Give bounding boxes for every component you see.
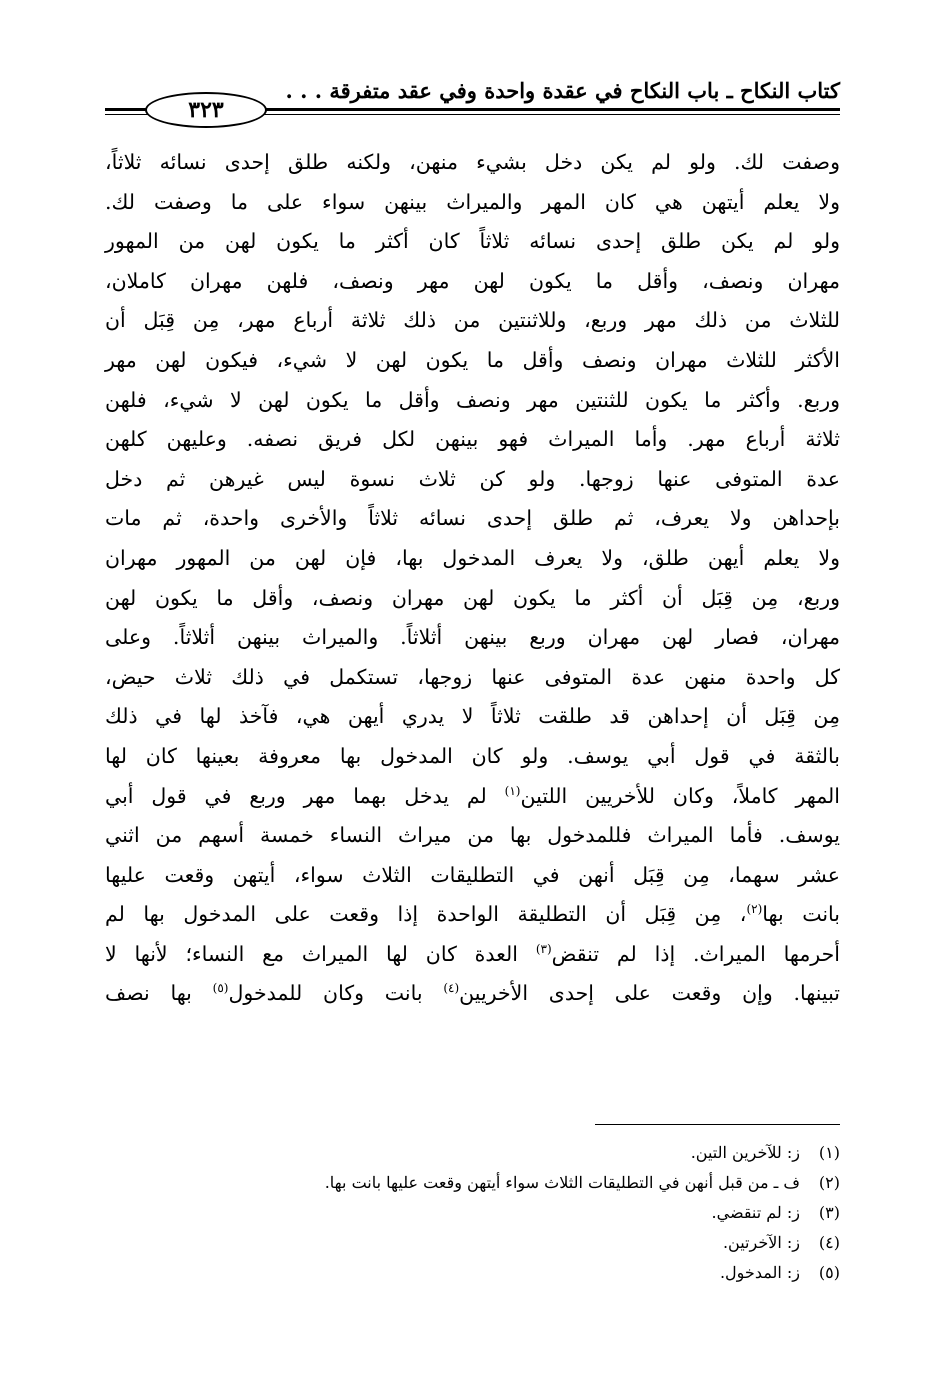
- text-line: ولا يعلم أيتهن هي كان المهر والميراث بينهن سواء على ما وصفت لك.: [105, 189, 840, 214]
- text-line: ثلاثة أرباع مهر. وأما الميراث فهو بينهن لكل فريق نصفه. وعليهن كلهن: [105, 427, 840, 452]
- footnotes: [105, 1138, 840, 1288]
- text-line: وربع. وأكثر ما يكون للثنتين مهر ونصف وأقل ما يكون لهن لا شيء، فلهن: [105, 387, 840, 412]
- footnote: [105, 1168, 840, 1198]
- page-header: [105, 78, 840, 128]
- running-title: كتاب النكاح ـ باب النكاح في عقدة واحدة وفي عقد متفرقة . . .: [285, 78, 840, 103]
- text-line: يوسف. فأما الميراث فللمدخول بها من ميراث النساء خمسة أسهم من اثني: [105, 823, 840, 848]
- footnote: [105, 1138, 840, 1168]
- text-line: ولو لم يكن طلق إحدى نسائه ثلاثاً كان أكثر ما يكون لهن من المهور: [105, 229, 840, 254]
- text-segment: بانت وكان للمدخول: [228, 981, 423, 1006]
- text-line: مهران ونصف، وأقل ما يكون لهن مهر ونصف، فلهن مهران كاملان،: [105, 268, 840, 293]
- footnote-number: (٣): [818, 1203, 840, 1222]
- text-line: بالثقة في قول أبي يوسف. ولو كان المدخول بها معروفة بعينها كان لها: [105, 743, 840, 768]
- footnote: [105, 1198, 840, 1228]
- text-line: مهران، فصار لهن مهران وربع بينهن أثلاثاً. والميراث بينهن أثلاثاً. وعلى: [105, 625, 840, 650]
- text-segment: تبينها. وإن وقعت على إحدى الأخريين: [459, 981, 840, 1006]
- footnote-number: (٥): [818, 1263, 840, 1282]
- text-segment: أحرمها الميراث. إذا لم تنقض: [551, 941, 840, 966]
- text-line: وربع، مِن قِبَل أن أكثر ما يكون لهن مهران ونصف، وأقل ما يكون لهن: [105, 585, 840, 610]
- footnote-separator: [595, 1124, 840, 1125]
- text-line: كل واحدة منهن عدة المتوفى عنها زوجها، تستكمل في ذلك ثلاث حيض،: [105, 664, 840, 689]
- text-line: وصفت لك. ولو لم يكن دخل بشيء منهن، ولكنه طلق إحدى نسائه ثلاثاً،: [105, 150, 840, 174]
- footnote-text: ز: لم تنقضي.: [711, 1203, 800, 1222]
- text-line: الأكثر للثلاث مهران ونصف وأقل ما يكون لهن لا شيء، فيكون لهن مهر: [105, 347, 840, 372]
- footnote: [105, 1228, 840, 1258]
- text-line-with-ref: [105, 935, 840, 975]
- text-line: للثلاث من ذلك مهر وربع، وللاثنتين من ذلك ثلاثة أرباع مهر، مِن قِبَل أن: [105, 308, 840, 333]
- text-segment: ، مِن قِبَل أن التطليقة الواحدة إذا وقعت على المدخول بها لم: [105, 902, 747, 927]
- main-text: [105, 143, 840, 1014]
- text-line: مِن قِبَل أن إحداهن قد طلقت ثلاثاً لا يدري أيهن هي، فآخذ لها في ذلك: [105, 704, 840, 729]
- footnote-text: ز: الآخرتين.: [722, 1233, 800, 1252]
- text-segment: المهر كاملاً، وكان للأخريين اللتين: [520, 783, 840, 808]
- footnote-text: ز: المدخول.: [719, 1263, 800, 1282]
- text-line-with-ref: [105, 974, 840, 1014]
- text-line: ولا يعلم أيهن طلق، ولا يعرف المدخول بها، فإن لهن من المهور مهران: [105, 545, 840, 570]
- footnote-ref: (١): [504, 783, 521, 798]
- footnote-text: ز: للآخرين التين.: [690, 1143, 800, 1162]
- text-segment: بها نصف: [105, 981, 192, 1006]
- footnote: [105, 1258, 840, 1288]
- text-line: عشر سهما، مِن قِبَل أنهن في التطليقات الثلاث سواء، أيتهن وقعت عليها: [105, 862, 840, 887]
- text-segment: بانت بها: [762, 902, 840, 927]
- footnote-text: ف ـ من قبل أنهن في التطليقات الثلاث سواء أيتهن وقعت عليها بانت بها.: [324, 1173, 800, 1192]
- text-segment: لم يدخل بهما مهر وربع في قول أبي: [105, 783, 487, 808]
- footnote-ref: (٢): [746, 902, 763, 917]
- text-line-with-ref: [105, 895, 840, 935]
- text-line: بإحداهن ولا يعرف، ثم طلق إحدى نسائه ثلاثاً والأخرى واحدة، ثم مات: [105, 506, 840, 531]
- footnote-ref: (٤): [443, 981, 460, 996]
- footnote-number: (٢): [818, 1173, 840, 1192]
- text-line: عدة المتوفى عنها زوجها. ولو كن ثلاث نسوة ليس غيرهن ثم دخل: [105, 466, 840, 491]
- page-number: ٣٢٣: [145, 92, 267, 128]
- footnote-number: (٤): [818, 1233, 840, 1252]
- footnote-number: (١): [818, 1143, 840, 1162]
- footnote-ref: (٥): [212, 981, 229, 996]
- text-line-with-ref: [105, 777, 840, 817]
- text-segment: العدة كان لها الميراث مع النساء؛ لأنها لا: [105, 941, 518, 966]
- footnote-ref: (٣): [535, 942, 552, 957]
